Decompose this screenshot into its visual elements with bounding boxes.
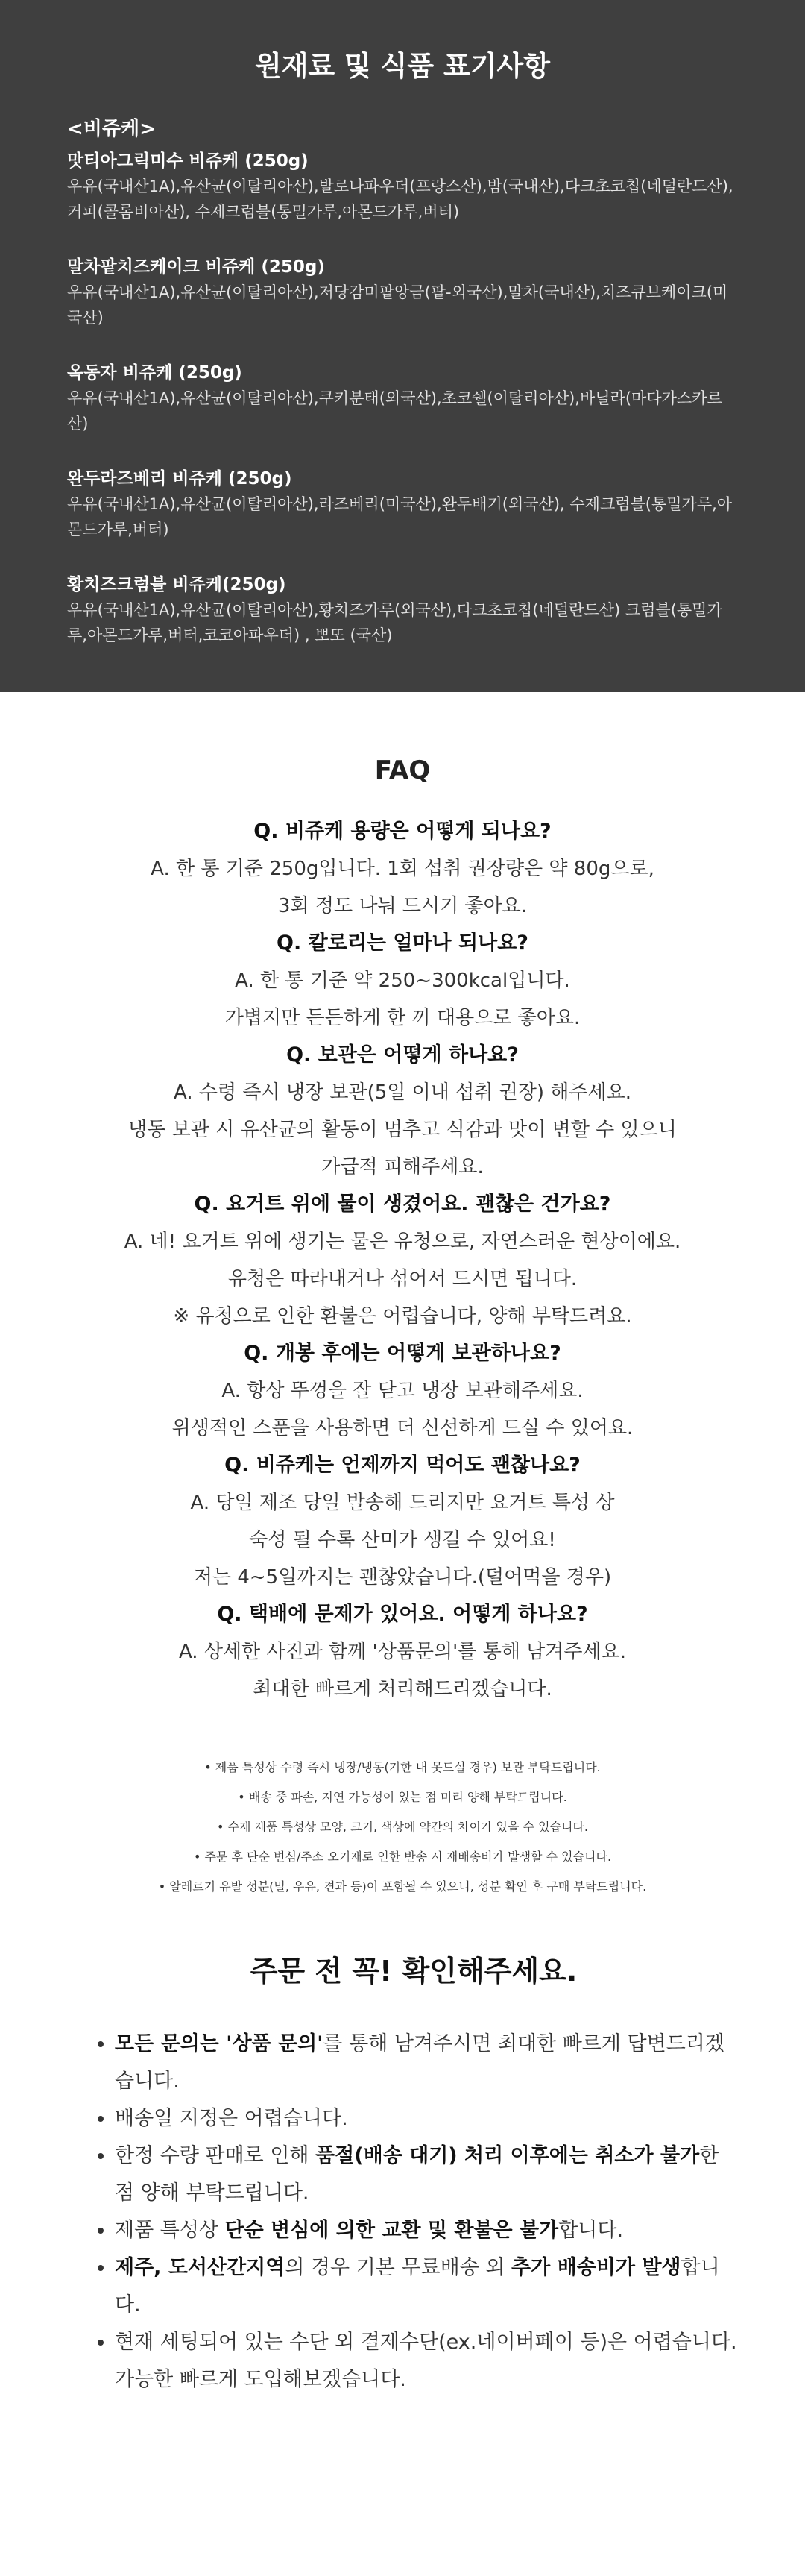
order-notice-text: 한 점 양해 부탁드립니다.	[115, 2144, 719, 2205]
ingredient-name: 옥동자 비쥬케 (250g)	[67, 363, 242, 383]
faq-section	[0, 692, 805, 1953]
order-notice-list	[89, 2026, 738, 2398]
faq-item	[0, 1186, 805, 1335]
ingredient-text: 우유(국내산1A),유산균(이탈리아산),황치즈가루(외국산),다크초코칩(네덜란드산) 크럼블(통밀가루,아몬드가루,버터,코코아파우더) , 뽀또 (국산)	[67, 601, 722, 644]
faq-question: Q. 비쥬케는 언제까지 먹어도 괜찮나요?	[224, 1454, 581, 1477]
ingredient-name: 완두라즈베리 비쥬케 (250g)	[67, 469, 292, 489]
faq-answer-line: A. 수령 즉시 냉장 보관(5일 이내 섭취 권장) 해주세요.	[173, 1081, 631, 1104]
ingredient-text: 우유(국내산1A),유산균(이탈리아산),발로나파우더(프랑스산),밤(국내산),다크초코칩(네덜란드산),커피(콜롬비아산), 수제크럼블(통밀가루,아몬드가루,버터)	[67, 178, 733, 221]
faq-item	[0, 1335, 805, 1447]
order-notice-bold: 제주, 도서산간지역	[115, 2256, 285, 2279]
faq-answer-line: 저는 4~5일까지는 괜찮았습니다.(덜어먹을 경우)	[193, 1566, 612, 1589]
order-notice-text: 현재 세팅되어 있는 수단 외 결제수단(ex.네이버페이 등)은 어렵습니다. 가능한 빠르게 도입해보겠습니다.	[115, 2331, 737, 2391]
ingredients-section	[0, 0, 805, 692]
order-notice-title: 주문 전 꼭! 확인해주세요.	[250, 1955, 578, 1988]
faq-answer-line: 숙성 될 수록 산미가 생길 수 있어요!	[249, 1529, 556, 1551]
ingredient-item	[67, 254, 738, 330]
ingredient-name: 황치즈크럼블 비쥬케(250g)	[67, 575, 286, 594]
faq-question: Q. 개봉 후에는 어떻게 보관하나요?	[244, 1342, 561, 1365]
order-notice-item	[115, 2212, 738, 2249]
faq-item	[0, 925, 805, 1037]
notice-item: • 제품 특성상 수령 즉시 냉장/냉동(기한 내 못드실 경우) 보관 부탁드립니다.	[0, 1753, 805, 1782]
ingredients-title: 원재료 및 식품 표기사항	[254, 50, 551, 82]
faq-item	[0, 1596, 805, 1708]
ingredient-text: 우유(국내산1A),유산균(이탈리아산),저당감미팥앙금(팥-외국산),말차(국내산),치즈큐브케이크(미국산)	[67, 283, 728, 327]
faq-item	[0, 1037, 805, 1186]
ingredient-item	[67, 572, 738, 648]
order-notice-text: 를 통해 남겨주시면 최대한 빠르게 답변드리겠습니다.	[115, 2032, 724, 2093]
order-notice-section	[0, 1953, 805, 2398]
order-notice-text: 제품 특성상	[115, 2219, 225, 2242]
notice-item: • 배송 중 파손, 지연 가능성이 있는 점 미리 양해 부탁드립니다.	[0, 1782, 805, 1812]
ingredient-item	[67, 360, 738, 436]
ingredient-text: 우유(국내산1A),유산균(이탈리아산),쿠키분태(외국산),초코쉘(이탈리아산),바닐라(마다가스카르산)	[67, 389, 722, 433]
faq-answer-line: A. 한 통 기준 250g입니다. 1회 섭취 권장량은 약 80g으로,	[151, 858, 654, 880]
faq-answer-line: 가급적 피해주세요.	[321, 1156, 484, 1178]
faq-answer-line: A. 당일 제조 당일 발송해 드리지만 요거트 특성 상	[190, 1492, 615, 1514]
ingredients-category: <비쥬케>	[67, 118, 156, 140]
order-notice-text: 배송일 지정은 어렵습니다.	[115, 2107, 348, 2130]
ingredient-item	[67, 466, 738, 542]
faq-question: Q. 칼로리는 얼마나 되나요?	[277, 932, 528, 955]
faq-answer-line: A. 항상 뚜껑을 잘 닫고 냉장 보관해주세요.	[221, 1380, 584, 1402]
faq-question: Q. 요거트 위에 물이 생겼어요. 괜찮은 건가요?	[194, 1193, 611, 1216]
faq-answer-line: A. 한 통 기준 약 250~300kcal입니다.	[235, 970, 570, 992]
notice-item: • 알레르기 유발 성분(밀, 우유, 견과 등)이 포함될 수 있으니, 성분 확인 후 구매 부탁드립니다.	[0, 1872, 805, 1902]
notice-list	[0, 1753, 805, 1902]
order-notice-text: 합니다.	[558, 2219, 624, 2242]
faq-answer-line: 냉동 보관 시 유산균의 활동이 멈추고 식감과 맛이 변할 수 있으니	[128, 1119, 677, 1141]
faq-answer-line: 가볍지만 든든하게 한 끼 대용으로 좋아요.	[224, 1007, 581, 1029]
order-notice-item	[115, 2249, 738, 2324]
ingredient-item	[67, 148, 738, 224]
faq-answer-line: ※ 유청으로 인한 환불은 어렵습니다, 양해 부탁드려요.	[173, 1305, 632, 1328]
faq-answer-line: 최대한 빠르게 처리해드리겠습니다.	[253, 1678, 552, 1700]
order-notice-text: 의 경우 기본 무료배송 외	[285, 2256, 512, 2279]
ingredient-text: 우유(국내산1A),유산균(이탈리아산),라즈베리(미국산),완두배기(외국산), 수제크럼블(통밀가루,아몬드가루,버터)	[67, 495, 733, 538]
faq-question: Q. 비쥬케 용량은 어떻게 되나요?	[253, 820, 552, 843]
faq-answer-line: 유청은 따라내거나 섞어서 드시면 됩니다.	[227, 1268, 578, 1290]
order-notice-bold: 품절(배송 대기) 처리 이후에는 취소가 불가	[315, 2144, 700, 2167]
ingredient-name: 맛티아그릭미수 비쥬케 (250g)	[67, 151, 309, 171]
faq-answer-line: A. 네! 요거트 위에 생기는 물은 유청으로, 자연스러운 현상이에요.	[124, 1231, 681, 1253]
notice-item: • 수제 제품 특성상 모양, 크기, 색상에 약간의 차이가 있을 수 있습니다.	[0, 1812, 805, 1842]
faq-question: Q. 택배에 문제가 있어요. 어떻게 하나요?	[217, 1603, 588, 1626]
ingredient-name: 말차팥치즈케이크 비쥬케 (250g)	[67, 257, 325, 277]
faq-item	[0, 1447, 805, 1596]
order-notice-item	[115, 2324, 738, 2398]
order-notice-bold: 모든 문의는 '상품 문의'	[115, 2032, 323, 2055]
order-notice-bold: 추가 배송비가 발생	[511, 2256, 681, 2279]
order-notice-item	[115, 2137, 738, 2212]
faq-item	[0, 813, 805, 925]
faq-question: Q. 보관은 어떻게 하나요?	[286, 1043, 519, 1066]
faq-title: FAQ	[374, 755, 431, 785]
order-notice-text: 한정 수량 판매로 인해	[115, 2144, 316, 2167]
order-notice-item	[115, 2100, 738, 2137]
notice-item: • 주문 후 단순 변심/주소 오기재로 인한 반송 시 재배송비가 발생할 수 있습니다.	[0, 1842, 805, 1872]
order-notice-text: 합니다.	[115, 2256, 720, 2316]
order-notice-bold: 단순 변심에 의한 교환 및 환불은 불가	[224, 2219, 559, 2242]
faq-answer-line: 3회 정도 나눠 드시기 좋아요.	[277, 895, 528, 917]
faq-answer-line: 위생적인 스푼을 사용하면 더 신선하게 드실 수 있어요.	[171, 1417, 634, 1439]
order-notice-item	[115, 2026, 738, 2100]
faq-answer-line: A. 상세한 사진과 함께 '상품문의'를 통해 남겨주세요.	[178, 1641, 627, 1663]
